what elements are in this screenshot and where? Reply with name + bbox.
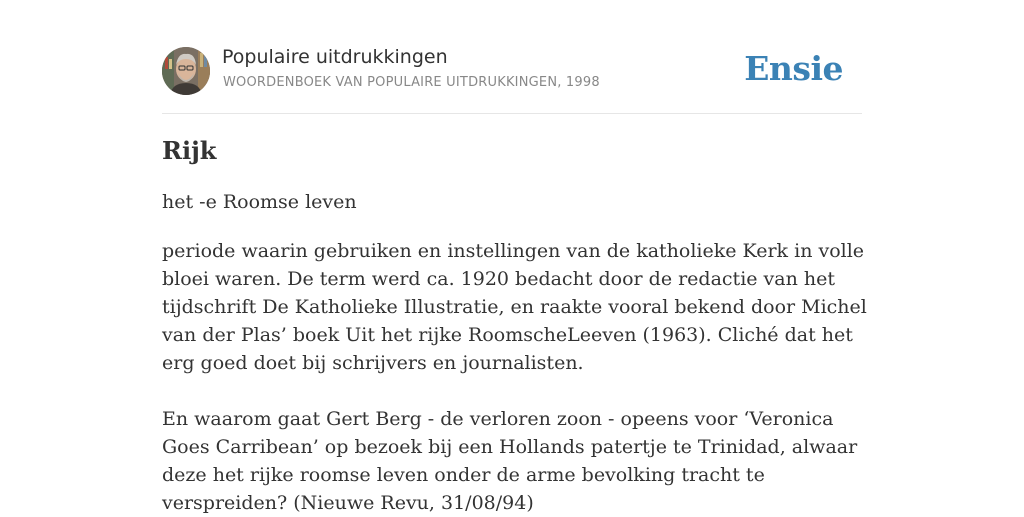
entry-definition: periode waarin gebruiken en instellingen van de katholieke Kerk in volle bloei waren. De term werd ca. 1920 bedacht door de redactie van het tijdschrift De Katholieke Illustratie, en raakte vooral bekend door Michel van der Plas’ boek Uit het rijke RoomscheLeeven (1963). Cliché dat het erg goed doet bij schrijvers en journalisten. bbox=[162, 240, 867, 374]
avatar-image bbox=[162, 47, 210, 95]
header bbox=[162, 0, 862, 114]
entry-phrase: het -e Roomse leven bbox=[162, 191, 357, 213]
ensie-logo[interactable]: Ensie bbox=[744, 49, 843, 88]
author-avatar[interactable] bbox=[162, 47, 210, 95]
source-title[interactable]: Populaire uitdrukkingen bbox=[222, 46, 448, 68]
page bbox=[162, 0, 867, 514]
source-subtitle: WOORDENBOEK VAN POPULAIRE UITDRUKKINGEN, 1998 bbox=[223, 75, 600, 90]
entry-definition-block bbox=[162, 237, 868, 517]
entry-headword: Rijk bbox=[162, 136, 217, 165]
entry-quote: En waarom gaat Gert Berg - de verloren zoon - opeens voor ‘Veronica Goes Carribean’ op bezoek bij een Hollands patertje te Trinidad, alwaar deze het rijke roomse leven onder de arme bevolking tracht te verspreiden? (Nieuwe Revu, 31/08/94) bbox=[162, 408, 858, 514]
